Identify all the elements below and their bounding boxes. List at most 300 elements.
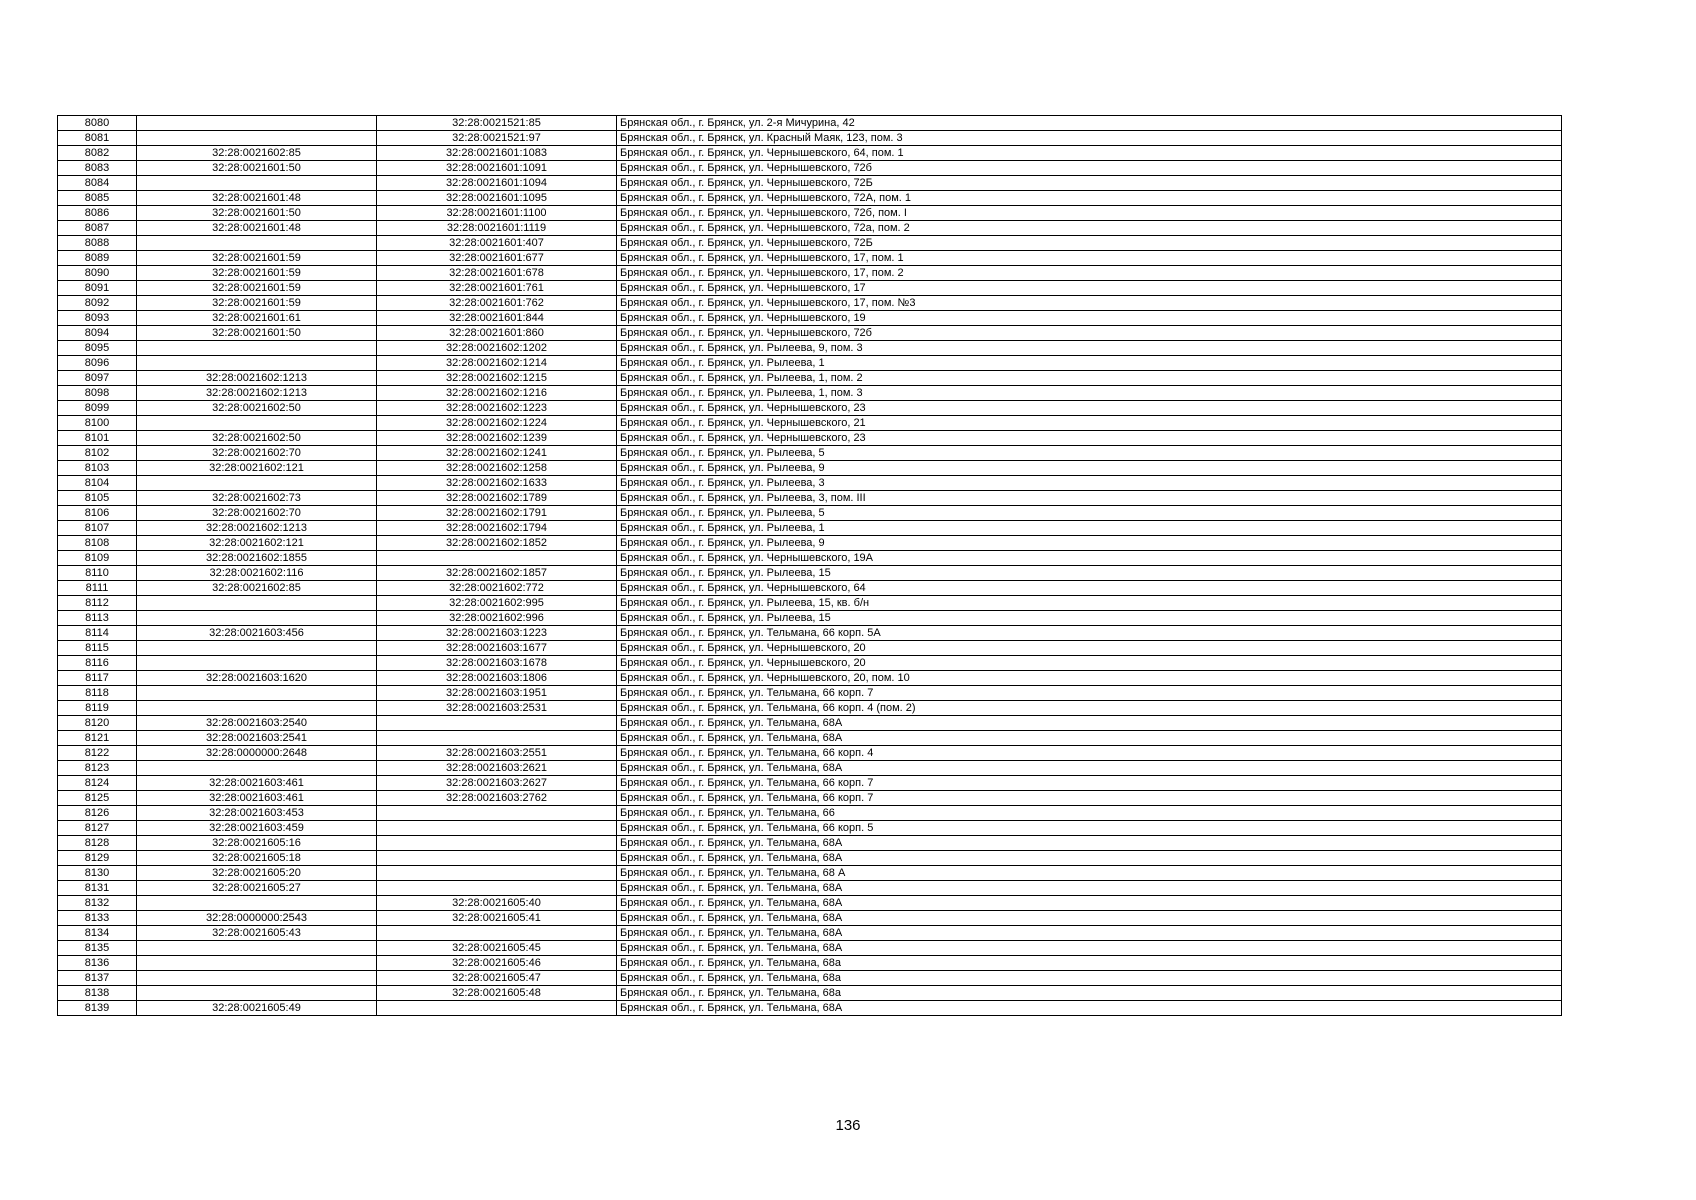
address-cell: Брянская обл., г. Брянск, ул. Красный Маяк, 123, пом. 3 <box>617 131 1562 146</box>
object-cadastral-cell: 32:28:0021601:1100 <box>377 206 617 221</box>
address-cell: Брянская обл., г. Брянск, ул. Чернышевского, 20, пом. 10 <box>617 671 1562 686</box>
object-cadastral-cell <box>377 881 617 896</box>
land-plot-cadastral-cell: 32:28:0021602:116 <box>137 566 377 581</box>
object-cadastral-cell: 32:28:0021602:772 <box>377 581 617 596</box>
address-cell: Брянская обл., г. Брянск, ул. Чернышевского, 17, пом. №3 <box>617 296 1562 311</box>
table-row <box>58 581 1562 596</box>
row-number-cell: 8082 <box>58 146 137 161</box>
row-number-cell: 8098 <box>58 386 137 401</box>
table-row <box>58 446 1562 461</box>
table-row <box>58 896 1562 911</box>
object-cadastral-cell <box>377 716 617 731</box>
object-cadastral-cell: 32:28:0021602:1857 <box>377 566 617 581</box>
registry-table-body <box>58 116 1562 1016</box>
address-cell: Брянская обл., г. Брянск, ул. Рылеева, 9, пом. 3 <box>617 341 1562 356</box>
object-cadastral-cell: 32:28:0021603:2627 <box>377 776 617 791</box>
row-number-cell: 8135 <box>58 941 137 956</box>
land-plot-cadastral-cell: 32:28:0021603:459 <box>137 821 377 836</box>
land-plot-cadastral-cell <box>137 986 377 1001</box>
table-row <box>58 311 1562 326</box>
address-cell: Брянская обл., г. Брянск, ул. Тельмана, 68а <box>617 971 1562 986</box>
object-cadastral-cell: 32:28:0021603:1951 <box>377 686 617 701</box>
table-row <box>58 521 1562 536</box>
address-cell: Брянская обл., г. Брянск, ул. Чернышевского, 72а, пом. 2 <box>617 221 1562 236</box>
table-row <box>58 116 1562 131</box>
table-row <box>58 791 1562 806</box>
land-plot-cadastral-cell: 32:28:0021603:461 <box>137 791 377 806</box>
table-row <box>58 536 1562 551</box>
address-cell: Брянская обл., г. Брянск, ул. Тельмана, 68а <box>617 956 1562 971</box>
land-plot-cadastral-cell: 32:28:0021605:43 <box>137 926 377 941</box>
object-cadastral-cell: 32:28:0021602:996 <box>377 611 617 626</box>
table-row <box>58 686 1562 701</box>
address-cell: Брянская обл., г. Брянск, ул. Рылеева, 9 <box>617 536 1562 551</box>
land-plot-cadastral-cell <box>137 896 377 911</box>
address-cell: Брянская обл., г. Брянск, ул. Тельмана, 66 <box>617 806 1562 821</box>
land-plot-cadastral-cell <box>137 686 377 701</box>
address-cell: Брянская обл., г. Брянск, ул. Рылеева, 3, пом. III <box>617 491 1562 506</box>
address-cell: Брянская обл., г. Брянск, ул. Тельмана, 66 корп. 7 <box>617 776 1562 791</box>
table-row <box>58 761 1562 776</box>
table-row <box>58 716 1562 731</box>
row-number-cell: 8109 <box>58 551 137 566</box>
table-row <box>58 656 1562 671</box>
land-plot-cadastral-cell: 32:28:0021602:50 <box>137 431 377 446</box>
land-plot-cadastral-cell <box>137 641 377 656</box>
row-number-cell: 8124 <box>58 776 137 791</box>
land-plot-cadastral-cell: 32:28:0021605:18 <box>137 851 377 866</box>
address-cell: Брянская обл., г. Брянск, ул. Чернышевского, 23 <box>617 401 1562 416</box>
address-cell: Брянская обл., г. Брянск, ул. Рылеева, 9 <box>617 461 1562 476</box>
row-number-cell: 8099 <box>58 401 137 416</box>
row-number-cell: 8103 <box>58 461 137 476</box>
land-plot-cadastral-cell: 32:28:0021601:59 <box>137 266 377 281</box>
address-cell: Брянская обл., г. Брянск, ул. Чернышевского, 17 <box>617 281 1562 296</box>
table-row <box>58 641 1562 656</box>
land-plot-cadastral-cell: 32:28:0021601:50 <box>137 326 377 341</box>
row-number-cell: 8121 <box>58 731 137 746</box>
row-number-cell: 8115 <box>58 641 137 656</box>
row-number-cell: 8101 <box>58 431 137 446</box>
address-cell: Брянская обл., г. Брянск, ул. Рылеева, 15 <box>617 611 1562 626</box>
row-number-cell: 8120 <box>58 716 137 731</box>
land-plot-cadastral-cell: 32:28:0021605:16 <box>137 836 377 851</box>
land-plot-cadastral-cell: 32:28:0021602:70 <box>137 446 377 461</box>
address-cell: Брянская обл., г. Брянск, ул. Тельмана, 66 корп. 4 (пом. 2) <box>617 701 1562 716</box>
row-number-cell: 8136 <box>58 956 137 971</box>
land-plot-cadastral-cell <box>137 341 377 356</box>
row-number-cell: 8096 <box>58 356 137 371</box>
table-row <box>58 266 1562 281</box>
object-cadastral-cell: 32:28:0021601:1091 <box>377 161 617 176</box>
object-cadastral-cell: 32:28:0021605:48 <box>377 986 617 1001</box>
land-plot-cadastral-cell <box>137 416 377 431</box>
object-cadastral-cell: 32:28:0021603:2621 <box>377 761 617 776</box>
object-cadastral-cell: 32:28:0021601:1095 <box>377 191 617 206</box>
address-cell: Брянская обл., г. Брянск, ул. Тельмана, 68А <box>617 731 1562 746</box>
row-number-cell: 8125 <box>58 791 137 806</box>
address-cell: Брянская обл., г. Брянск, ул. Чернышевского, 19А <box>617 551 1562 566</box>
object-cadastral-cell: 32:28:0021602:1241 <box>377 446 617 461</box>
table-row <box>58 851 1562 866</box>
row-number-cell: 8132 <box>58 896 137 911</box>
address-cell: Брянская обл., г. Брянск, ул. Тельмана, 68А <box>617 851 1562 866</box>
object-cadastral-cell: 32:28:0021602:1852 <box>377 536 617 551</box>
row-number-cell: 8117 <box>58 671 137 686</box>
object-cadastral-cell: 32:28:0021601:761 <box>377 281 617 296</box>
object-cadastral-cell: 32:28:0021603:2551 <box>377 746 617 761</box>
land-plot-cadastral-cell: 32:28:0021601:48 <box>137 191 377 206</box>
table-row <box>58 836 1562 851</box>
address-cell: Брянская обл., г. Брянск, ул. Рылеева, 5 <box>617 446 1562 461</box>
land-plot-cadastral-cell: 32:28:0021601:59 <box>137 296 377 311</box>
table-row <box>58 566 1562 581</box>
table-row <box>58 911 1562 926</box>
object-cadastral-cell <box>377 1001 617 1016</box>
table-row <box>58 281 1562 296</box>
land-plot-cadastral-cell <box>137 761 377 776</box>
row-number-cell: 8128 <box>58 836 137 851</box>
address-cell: Брянская обл., г. Брянск, ул. Тельмана, 68А <box>617 836 1562 851</box>
land-plot-cadastral-cell: 32:28:0021603:2540 <box>137 716 377 731</box>
object-cadastral-cell: 32:28:0021605:45 <box>377 941 617 956</box>
row-number-cell: 8083 <box>58 161 137 176</box>
land-plot-cadastral-cell <box>137 611 377 626</box>
object-cadastral-cell <box>377 836 617 851</box>
object-cadastral-cell <box>377 866 617 881</box>
row-number-cell: 8086 <box>58 206 137 221</box>
table-row <box>58 731 1562 746</box>
land-plot-cadastral-cell: 32:28:0021601:50 <box>137 161 377 176</box>
address-cell: Брянская обл., г. Брянск, ул. Рылеева, 1, пом. 3 <box>617 386 1562 401</box>
object-cadastral-cell: 32:28:0021601:860 <box>377 326 617 341</box>
address-cell: Брянская обл., г. Брянск, ул. Чернышевского, 20 <box>617 656 1562 671</box>
table-row <box>58 941 1562 956</box>
table-row <box>58 1001 1562 1016</box>
table-row <box>58 341 1562 356</box>
object-cadastral-cell: 32:28:0021602:1214 <box>377 356 617 371</box>
object-cadastral-cell: 32:28:0021601:1094 <box>377 176 617 191</box>
address-cell: Брянская обл., г. Брянск, ул. Тельмана, 68А <box>617 896 1562 911</box>
address-cell: Брянская обл., г. Брянск, ул. Тельмана, 68А <box>617 881 1562 896</box>
land-plot-cadastral-cell: 32:28:0000000:2543 <box>137 911 377 926</box>
row-number-cell: 8123 <box>58 761 137 776</box>
row-number-cell: 8102 <box>58 446 137 461</box>
table-row <box>58 971 1562 986</box>
row-number-cell: 8081 <box>58 131 137 146</box>
row-number-cell: 8089 <box>58 251 137 266</box>
object-cadastral-cell <box>377 806 617 821</box>
address-cell: Брянская обл., г. Брянск, ул. Тельмана, 68А <box>617 926 1562 941</box>
table-row <box>58 371 1562 386</box>
row-number-cell: 8084 <box>58 176 137 191</box>
address-cell: Брянская обл., г. Брянск, ул. Чернышевского, 17, пом. 2 <box>617 266 1562 281</box>
row-number-cell: 8111 <box>58 581 137 596</box>
land-plot-cadastral-cell: 32:28:0021603:456 <box>137 626 377 641</box>
table-row <box>58 596 1562 611</box>
land-plot-cadastral-cell: 32:28:0021601:61 <box>137 311 377 326</box>
object-cadastral-cell: 32:28:0021601:1083 <box>377 146 617 161</box>
address-cell: Брянская обл., г. Брянск, ул. Рылеева, 3 <box>617 476 1562 491</box>
table-row <box>58 926 1562 941</box>
address-cell: Брянская обл., г. Брянск, ул. Чернышевского, 72б <box>617 161 1562 176</box>
address-cell: Брянская обл., г. Брянск, ул. Рылеева, 5 <box>617 506 1562 521</box>
address-cell: Брянская обл., г. Брянск, ул. Чернышевского, 72б <box>617 326 1562 341</box>
object-cadastral-cell <box>377 551 617 566</box>
object-cadastral-cell <box>377 821 617 836</box>
object-cadastral-cell: 32:28:0021602:1202 <box>377 341 617 356</box>
land-plot-cadastral-cell <box>137 941 377 956</box>
table-row <box>58 506 1562 521</box>
land-plot-cadastral-cell: 32:28:0021602:73 <box>137 491 377 506</box>
object-cadastral-cell: 32:28:0021602:1239 <box>377 431 617 446</box>
object-cadastral-cell: 32:28:0021601:678 <box>377 266 617 281</box>
object-cadastral-cell: 32:28:0021601:677 <box>377 251 617 266</box>
object-cadastral-cell: 32:28:0021603:1677 <box>377 641 617 656</box>
row-number-cell: 8114 <box>58 626 137 641</box>
address-cell: Брянская обл., г. Брянск, ул. Чернышевского, 72А, пом. 1 <box>617 191 1562 206</box>
object-cadastral-cell: 32:28:0021602:1258 <box>377 461 617 476</box>
table-row <box>58 296 1562 311</box>
land-plot-cadastral-cell: 32:28:0021602:1213 <box>137 371 377 386</box>
row-number-cell: 8138 <box>58 986 137 1001</box>
object-cadastral-cell: 32:28:0021601:407 <box>377 236 617 251</box>
object-cadastral-cell: 32:28:0021602:1789 <box>377 491 617 506</box>
object-cadastral-cell <box>377 851 617 866</box>
table-row <box>58 206 1562 221</box>
address-cell: Брянская обл., г. Брянск, ул. Чернышевского, 72б, пом. I <box>617 206 1562 221</box>
address-cell: Брянская обл., г. Брянск, ул. Тельмана, 68А <box>617 941 1562 956</box>
land-plot-cadastral-cell <box>137 476 377 491</box>
land-plot-cadastral-cell: 32:28:0021605:20 <box>137 866 377 881</box>
land-plot-cadastral-cell: 32:28:0021602:1213 <box>137 386 377 401</box>
table-row <box>58 551 1562 566</box>
object-cadastral-cell: 32:28:0021603:1806 <box>377 671 617 686</box>
row-number-cell: 8134 <box>58 926 137 941</box>
row-number-cell: 8104 <box>58 476 137 491</box>
table-row <box>58 191 1562 206</box>
address-cell: Брянская обл., г. Брянск, ул. Тельмана, 66 корп. 7 <box>617 791 1562 806</box>
row-number-cell: 8113 <box>58 611 137 626</box>
land-plot-cadastral-cell: 32:28:0021603:453 <box>137 806 377 821</box>
land-plot-cadastral-cell: 32:28:0021602:85 <box>137 146 377 161</box>
land-plot-cadastral-cell: 32:28:0000000:2648 <box>137 746 377 761</box>
land-plot-cadastral-cell: 32:28:0021602:121 <box>137 536 377 551</box>
row-number-cell: 8080 <box>58 116 137 131</box>
object-cadastral-cell: 32:28:0021603:2531 <box>377 701 617 716</box>
land-plot-cadastral-cell <box>137 656 377 671</box>
land-plot-cadastral-cell <box>137 596 377 611</box>
page-number: 136 <box>835 1117 861 1134</box>
land-plot-cadastral-cell <box>137 236 377 251</box>
land-plot-cadastral-cell: 32:28:0021603:2541 <box>137 731 377 746</box>
object-cadastral-cell: 32:28:0021602:995 <box>377 596 617 611</box>
table-row <box>58 401 1562 416</box>
address-cell: Брянская обл., г. Брянск, ул. Рылеева, 1, пом. 2 <box>617 371 1562 386</box>
row-number-cell: 8100 <box>58 416 137 431</box>
row-number-cell: 8087 <box>58 221 137 236</box>
table-row <box>58 146 1562 161</box>
land-plot-cadastral-cell: 32:28:0021602:50 <box>137 401 377 416</box>
address-cell: Брянская обл., г. Брянск, ул. Тельмана, 68а <box>617 986 1562 1001</box>
row-number-cell: 8105 <box>58 491 137 506</box>
address-cell: Брянская обл., г. Брянск, ул. Тельмана, 66 корп. 4 <box>617 746 1562 761</box>
land-plot-cadastral-cell <box>137 176 377 191</box>
row-number-cell: 8133 <box>58 911 137 926</box>
table-row <box>58 221 1562 236</box>
address-cell: Брянская обл., г. Брянск, ул. Тельмана, 66 корп. 5 <box>617 821 1562 836</box>
land-plot-cadastral-cell: 32:28:0021602:121 <box>137 461 377 476</box>
object-cadastral-cell: 32:28:0021602:1794 <box>377 521 617 536</box>
object-cadastral-cell: 32:28:0021521:85 <box>377 116 617 131</box>
address-cell: Брянская обл., г. Брянск, ул. Рылеева, 1 <box>617 521 1562 536</box>
address-cell: Брянская обл., г. Брянск, ул. Чернышевского, 21 <box>617 416 1562 431</box>
address-cell: Брянская обл., г. Брянск, ул. Тельмана, 66 корп. 5А <box>617 626 1562 641</box>
row-number-cell: 8110 <box>58 566 137 581</box>
land-plot-cadastral-cell <box>137 971 377 986</box>
address-cell: Брянская обл., г. Брянск, ул. Рылеева, 15, кв. б/н <box>617 596 1562 611</box>
object-cadastral-cell: 32:28:0021605:40 <box>377 896 617 911</box>
table-row <box>58 416 1562 431</box>
table-row <box>58 176 1562 191</box>
land-plot-cadastral-cell: 32:28:0021605:49 <box>137 1001 377 1016</box>
table-row <box>58 821 1562 836</box>
land-plot-cadastral-cell: 32:28:0021605:27 <box>137 881 377 896</box>
row-number-cell: 8130 <box>58 866 137 881</box>
address-cell: Брянская обл., г. Брянск, ул. Чернышевского, 72Б <box>617 236 1562 251</box>
land-plot-cadastral-cell: 32:28:0021603:461 <box>137 776 377 791</box>
table-row <box>58 626 1562 641</box>
address-cell: Брянская обл., г. Брянск, ул. Чернышевского, 19 <box>617 311 1562 326</box>
address-cell: Брянская обл., г. Брянск, ул. Тельмана, 68А <box>617 911 1562 926</box>
table-row <box>58 356 1562 371</box>
row-number-cell: 8093 <box>58 311 137 326</box>
land-plot-cadastral-cell <box>137 116 377 131</box>
table-row <box>58 866 1562 881</box>
object-cadastral-cell: 32:28:0021602:1791 <box>377 506 617 521</box>
address-cell: Брянская обл., г. Брянск, ул. Чернышевского, 17, пом. 1 <box>617 251 1562 266</box>
row-number-cell: 8131 <box>58 881 137 896</box>
object-cadastral-cell: 32:28:0021602:1223 <box>377 401 617 416</box>
row-number-cell: 8137 <box>58 971 137 986</box>
object-cadastral-cell <box>377 926 617 941</box>
land-plot-cadastral-cell: 32:28:0021601:48 <box>137 221 377 236</box>
address-cell: Брянская обл., г. Брянск, ул. Тельмана, 68 А <box>617 866 1562 881</box>
address-cell: Брянская обл., г. Брянск, ул. Чернышевского, 64, пом. 1 <box>617 146 1562 161</box>
address-cell: Брянская обл., г. Брянск, ул. Чернышевского, 72Б <box>617 176 1562 191</box>
table-row <box>58 671 1562 686</box>
address-cell: Брянская обл., г. Брянск, ул. Рылеева, 15 <box>617 566 1562 581</box>
row-number-cell: 8118 <box>58 686 137 701</box>
object-cadastral-cell: 32:28:0021603:1223 <box>377 626 617 641</box>
row-number-cell: 8127 <box>58 821 137 836</box>
object-cadastral-cell <box>377 731 617 746</box>
table-row <box>58 986 1562 1001</box>
table-row <box>58 251 1562 266</box>
object-cadastral-cell: 32:28:0021601:762 <box>377 296 617 311</box>
object-cadastral-cell: 32:28:0021605:47 <box>377 971 617 986</box>
land-plot-cadastral-cell <box>137 956 377 971</box>
object-cadastral-cell: 32:28:0021602:1215 <box>377 371 617 386</box>
table-row <box>58 701 1562 716</box>
object-cadastral-cell: 32:28:0021602:1216 <box>377 386 617 401</box>
land-plot-cadastral-cell: 32:28:0021601:59 <box>137 251 377 266</box>
row-number-cell: 8112 <box>58 596 137 611</box>
object-cadastral-cell: 32:28:0021601:844 <box>377 311 617 326</box>
object-cadastral-cell: 32:28:0021601:1119 <box>377 221 617 236</box>
row-number-cell: 8095 <box>58 341 137 356</box>
row-number-cell: 8122 <box>58 746 137 761</box>
land-plot-cadastral-cell: 32:28:0021601:59 <box>137 281 377 296</box>
table-row <box>58 461 1562 476</box>
land-plot-cadastral-cell: 32:28:0021602:1855 <box>137 551 377 566</box>
table-row <box>58 881 1562 896</box>
table-row <box>58 746 1562 761</box>
row-number-cell: 8119 <box>58 701 137 716</box>
land-plot-cadastral-cell <box>137 701 377 716</box>
land-plot-cadastral-cell <box>137 356 377 371</box>
address-cell: Брянская обл., г. Брянск, ул. Тельмана, 68А <box>617 761 1562 776</box>
land-plot-cadastral-cell <box>137 131 377 146</box>
address-cell: Брянская обл., г. Брянск, ул. Чернышевского, 23 <box>617 431 1562 446</box>
land-plot-cadastral-cell: 32:28:0021602:1213 <box>137 521 377 536</box>
row-number-cell: 8092 <box>58 296 137 311</box>
table-row <box>58 431 1562 446</box>
table-row <box>58 776 1562 791</box>
row-number-cell: 8107 <box>58 521 137 536</box>
land-plot-cadastral-cell: 32:28:0021603:1620 <box>137 671 377 686</box>
row-number-cell: 8116 <box>58 656 137 671</box>
object-cadastral-cell: 32:28:0021602:1224 <box>377 416 617 431</box>
table-row <box>58 806 1562 821</box>
land-plot-cadastral-cell: 32:28:0021602:85 <box>137 581 377 596</box>
address-cell: Брянская обл., г. Брянск, ул. Чернышевского, 20 <box>617 641 1562 656</box>
object-cadastral-cell: 32:28:0021603:1678 <box>377 656 617 671</box>
row-number-cell: 8094 <box>58 326 137 341</box>
table-row <box>58 236 1562 251</box>
row-number-cell: 8126 <box>58 806 137 821</box>
row-number-cell: 8129 <box>58 851 137 866</box>
table-row <box>58 956 1562 971</box>
table-row <box>58 611 1562 626</box>
object-cadastral-cell: 32:28:0021603:2762 <box>377 791 617 806</box>
row-number-cell: 8090 <box>58 266 137 281</box>
table-row <box>58 326 1562 341</box>
table-row <box>58 476 1562 491</box>
address-cell: Брянская обл., г. Брянск, ул. Тельмана, 66 корп. 7 <box>617 686 1562 701</box>
land-plot-cadastral-cell: 32:28:0021602:70 <box>137 506 377 521</box>
object-cadastral-cell: 32:28:0021521:97 <box>377 131 617 146</box>
address-cell: Брянская обл., г. Брянск, ул. Чернышевского, 64 <box>617 581 1562 596</box>
row-number-cell: 8108 <box>58 536 137 551</box>
land-plot-cadastral-cell: 32:28:0021601:50 <box>137 206 377 221</box>
object-cadastral-cell: 32:28:0021605:46 <box>377 956 617 971</box>
row-number-cell: 8091 <box>58 281 137 296</box>
address-cell: Брянская обл., г. Брянск, ул. Тельмана, 68А <box>617 716 1562 731</box>
row-number-cell: 8106 <box>58 506 137 521</box>
object-cadastral-cell: 32:28:0021602:1633 <box>377 476 617 491</box>
address-cell: Брянская обл., г. Брянск, ул. 2-я Мичурина, 42 <box>617 116 1562 131</box>
address-cell: Брянская обл., г. Брянск, ул. Тельмана, 68А <box>617 1001 1562 1016</box>
table-row <box>58 386 1562 401</box>
row-number-cell: 8097 <box>58 371 137 386</box>
row-number-cell: 8085 <box>58 191 137 206</box>
table-row <box>58 161 1562 176</box>
row-number-cell: 8088 <box>58 236 137 251</box>
table-row <box>58 491 1562 506</box>
object-cadastral-cell: 32:28:0021605:41 <box>377 911 617 926</box>
row-number-cell: 8139 <box>58 1001 137 1016</box>
